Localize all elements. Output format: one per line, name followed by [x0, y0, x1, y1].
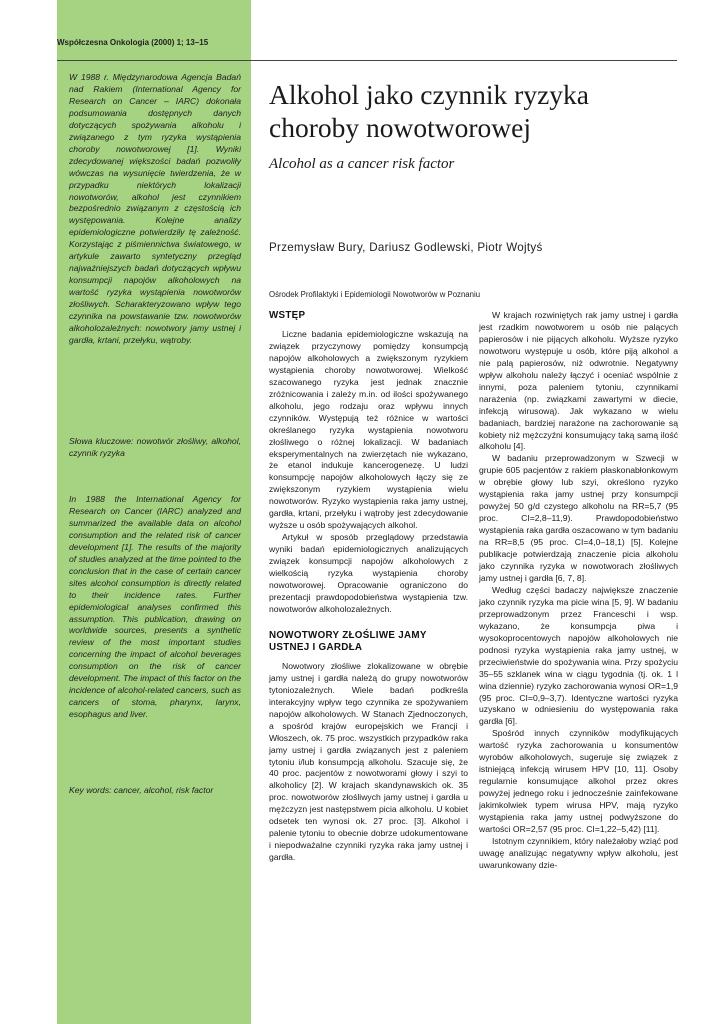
article-subtitle: Alcohol as a cancer risk factor [269, 156, 455, 172]
paragraph: Według części badaczy największe znaczenie jako czynnik ryzyka ma picie wina [5, 9]. W badaniu przeprowadzonym przez Franceschi i wsp. wykazano, że konsumpcja piwa i wysokoprocentowych napojów alkoholowych nie podnosi ryzyka wystąpienia raka jamy ustnej, w przeciwieństwie do spożywania wina. Przy spożyciu 35–55 szklanek wina w ciągu tygodnia (tj. ok. 1 l wina dziennie) ryzyko zachorowania wynosi OR=1,9 (95 proc. CI=0,9–3,7). Identyczne wartości ryzyka uzyskano w odniesieniu do występowania raka gardła [6]. [479, 584, 678, 727]
section-heading-intro: WSTĘP [269, 310, 306, 321]
paragraph: Istotnym czynnikiem, który należałoby wziąć pod uwagę analizując negatywny wpływ alkoholu, jest uwarunkowany dzie- [479, 835, 678, 870]
header-rule [57, 60, 677, 61]
journal-header: Współczesna Onkologia (2000) 1; 13–15 [57, 38, 209, 47]
paragraph: Artykuł w sposób przeglądowy przedstawia wyniki badań epidemiologicznych analizujących związek konsumpcji napojów alkoholowych z wielkością ryzyka wystąpienia choroby nowotworowej. Opracowanie ograniczono do prezentacji prawdopodobieństwa wystąpienia tzw. nowotworów alkoholozależnych. [269, 532, 468, 614]
body-column-right [479, 310, 678, 872]
paragraph: Nowotwory złośliwe zlokalizowane w obrębie jamy ustnej i gardła należą do grupy nowotworów tytoniozależnych. Wiele badań podkreśla interakcyjny wpływ tego czynnika ze spożywaniem napojów alkoholowych. W Stanach Zjednoczonych, a spośród krajów europejskich we Francji i Włoszech, ok. 75 proc. wszystkich przypadków raka jamy ustnej i gardła związanych jest z paleniem tytoniu i/lub konsumpcją alkoholu. Szacuje się, że 40 proc. pacjentów z nowotworami głowy i szyi to alkoholicy [2]. W krajach skandynawskich ok. 35 proc. nowotworów złośliwych jamy ustnej i gardła u mężczyzn jest następstwem picia alkoholu. U kobiet odsetek ten wynosi ok. 27 proc. [3]. Alkohol i palenie tytoniu to obecnie dobrze udokumentowane i niepodważalne czynniki ryzyka raka jamy ustnej i gardła. [269, 660, 468, 863]
paragraph: W badaniu przeprowadzonym w Szwecji w grupie 605 pacjentów z rakiem płaskonabłonkowym w obrębie głowy lub szyi, określono ryzyko wystąpienia raka jamy ustnej przy konsumpcji powyżej 50 g/d czystego alkoholu na RR=5,7 (95 proc. CI=2,8–11,9). Prawdopodobieństwo wystąpienia raka gardła oszacowano w tym badaniu na RR=8,5 (95 proc. CI=4,0–18,1) [5]. Kolejne publikacje potwierdzają znaczenie picia alkoholu jako czynnika ryzyka w nowotworach złośliwych jamy ustnej i gardła [6, 7, 8]. [479, 453, 678, 583]
body-column-left [269, 310, 468, 864]
keywords-english [69, 785, 241, 797]
abstract-en-text: In 1988 the International Agency for Research on Cancer (IARC) analyzed and summarized the available data on alcohol consumption and the related risk of cancer development [1]. The results of the majority of studies analyzed at the time pointed to the conclusion that in the case of certain cancer sites alcohol consumption is directly related to their incidence rates. Further epidemiological analyses confirmed this assumption. This publication, drawing on worldwide sources, presents a synthetic review of the most important studies concerning the impact of alcohol beverages consumption on the risk of cancer development. The impact of this factor on the incidence of alcohol-related cancers, such as cancers of stoma, pharynx, larynx, esophagus and liver. [69, 494, 241, 720]
paragraph: W krajach rozwiniętych rak jamy ustnej i gardła jest rzadkim nowotworem u osób nie palących papierosów i nie pijących alkoholu. Wyższe ryzyko nowotworu występuje u osób, które piją alkohol a nie palą papierosów, niż odwrotnie. Negatywny wpływ alkoholu należy łączyć i oceniać wspólnie z innymi, poza paleniem tytoniu, czynnikami narażenia (np. związkami zawartymi w diecie, infekcją wirusową). Jak wykazano w wielu badaniach, bardziej narażone na zachorowanie są kobiety niż mężczyźni konsumujący taką samą ilość alkoholu [4]. [479, 310, 678, 452]
paragraph: Liczne badania epidemiologiczne wskazują na związek przyczynowy pomiędzy konsumpcją napojów alkoholowych a zwiększonym ryzykiem wystąpienia choroby nowotworowej. Wielkość szacowanego ryzyka jest jednak znacznie zróżnicowania i zależy m.in. od ilości spożywanego alkoholu, jego rodzaju oraz wpływu innych czynników. Występują też różnice w wartości określanego ryzyka wystąpienia nowotworu złośliwego o różnej lokalizacji. W badaniach eksperymentalnych na zwierzętach nie wykazano, że etanol indukuje kancerogenezę. U ludzi konsumpcję napojów alkoholowych łączy się ze zwiększonym ryzykiem wystąpienia wielu nowotworów. Ryzyko wystąpienia raka jamy ustnej, gardła, krtani, przełyku i wątroby jest zdecydowanie wyższe u osób spożywających alkohol. [269, 329, 468, 531]
abstract-pl-text: W 1988 r. Międzynarodowa Agencja Badań nad Rakiem (International Agency for Research on Cancer – IARC) dokonała podsumowania dostępnych danych dotyczących spożywania alkoholu i związanego z tym ryzyka wystąpienia choroby nowotworowej [1]. Wyniki zdecydowanej większości badań pozwoliły wówczas na wysunięcie twierdzenia, że w przypadku niektórych lokalizacji nowotworów, alkohol jest czynnikiem bezpośrednio związanym z częstością ich występowania. Kolejne analizy epidemiologiczne potwierdziły tę zależność. Korzystając z piśmiennictwa światowego, w artykule zawarto syntetyczny przegląd najważniejszych badań dotyczących wpływu konsumpcji napojów alkoholowych na wartość ryzyka wystąpienia nowotworów złośliwych. Scharakteryzowano wpływ tego czynnika na powstawanie tzw. nowotworów alkoholozależnych: nowotwory jamy ustnej i gardła, krtani, przełyku, wątroby. [69, 72, 241, 345]
author-list: Przemysław Bury, Dariusz Godlewski, Piotr Wojtyś [269, 241, 543, 254]
keywords-en-text: Key words: cancer, alcohol, risk factor [69, 785, 214, 795]
article-title: Alkohol jako czynnik ryzyka choroby nowotworowej [269, 79, 589, 143]
paragraph: Spośród innych czynników modyfikujących wartość ryzyka zachorowania u konsumentów wyrobów alkoholowych, sugeruje się związek z istniejącą infekcją wirusem HPV [10, 11]. Osoby regularnie konsumujące alkohol przez okres powyżej jednego roku i jednocześnie zainfekowane jakimkolwiek typem wirusa HPV, mają ryzyko wystąpienia raka jamy ustnej podwyższone do wartości OR=2,57 (95 proc. CI=1,22–5,42) [11]. [479, 728, 678, 834]
abstract-polish [69, 72, 241, 347]
keywords-polish [69, 436, 241, 460]
section-heading-oral-cancer: NOWOTWORY ZŁOŚLIWE JAMY USTNEJ I GARDŁA [269, 629, 427, 653]
abstract-english [69, 494, 241, 721]
keywords-pl-text: Słowa kluczowe: nowotwór złośliwy, alkohol, czynnik ryzyka [69, 436, 241, 458]
affiliation: Ośrodek Profilaktyki i Epidemiologii Nowotworów w Poznaniu [269, 290, 481, 299]
